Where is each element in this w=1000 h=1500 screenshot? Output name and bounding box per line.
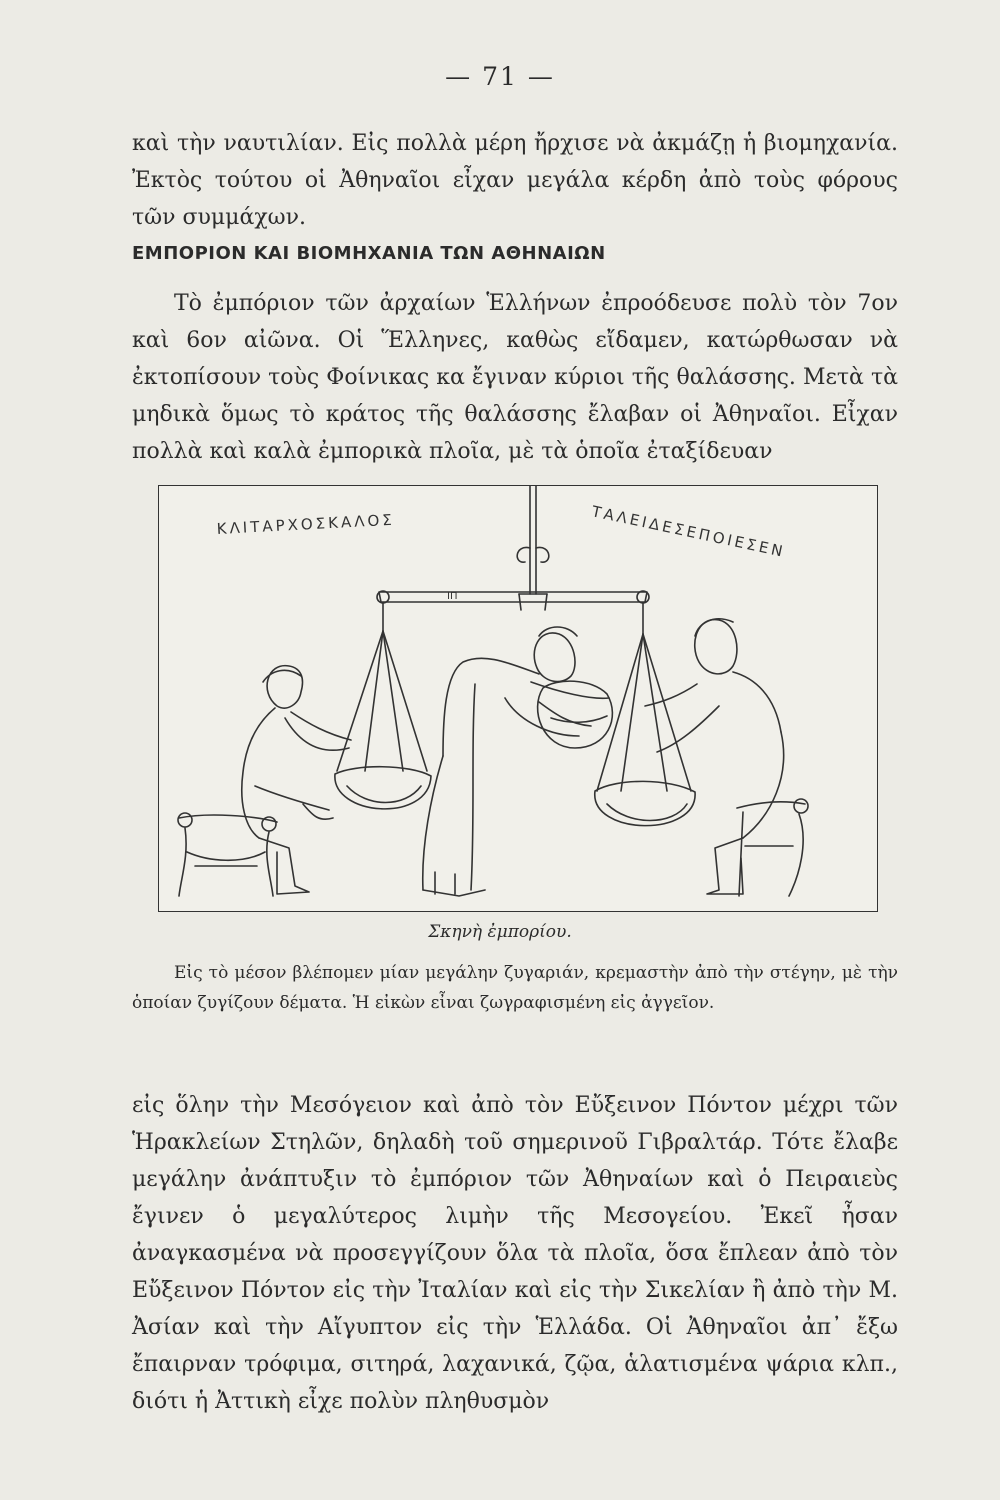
- weighing-scene-drawing: [159, 486, 877, 911]
- right-scale-pan: [595, 603, 695, 826]
- bundle-being-weighed: [538, 681, 613, 748]
- paragraph-1-text: Τὸ ἐμπόριον τῶν ἀρχαίων Ἑλλήνων ἐπροόδευσε πολὺ τὸν 7ον καὶ 6ον αἰῶνα. Οἱ Ἕλληνες, καθὼς εἴδαμεν, κατώρθωσαν νὰ ἐκτοπίσουν τοὺς Φοίνικας κα ἔγιναν κύριοι τῆς θαλάσσης. Μετὰ τὰ μηδικὰ ὅμως τὸ κράτος τῆς θαλάσσης ἔλαβαν οἱ Ἀθηναῖοι. Εἶχαν πολλὰ καὶ καλὰ ἐμπορικὰ πλοῖα, μὲ τὰ ὁποῖα ἐταξίδευαν: [132, 291, 898, 464]
- inscription-left: ΚΛΙΤΑΡΧΟΣΚΑΛΟΣ: [216, 510, 396, 538]
- figure-caption-text: [132, 958, 898, 1018]
- inscription-right: ΤΑΛΕΙΔΕΣΕΠΟΙΕΣΕΝ: [590, 502, 788, 561]
- vase-illustration: [158, 485, 878, 912]
- section-heading: ΕΜΠΟΡΙΟΝ ΚΑΙ ΒΙΟΜΗΧΑΝΙΑ ΤΩΝ ΑΘΗΝΑΙΩΝ: [132, 243, 606, 264]
- stool-left: [178, 813, 277, 896]
- standing-woman-center: [423, 627, 609, 896]
- intro-text: καὶ τὴν ναυτιλίαν. Εἰς πολλὰ μέρη ἤρχισε νὰ ἀκμάζῃ ἡ βιομηχανία. Ἐκτὸς τούτου οἱ Ἀθηναῖοι εἶχαν μεγάλα κέρδη ἀπὸ τοὺς φόρους τῶν συμμάχων.: [132, 131, 898, 230]
- paragraph-2: [132, 1087, 898, 1420]
- left-scale-pan: [335, 603, 431, 809]
- paragraph-2-text: εἰς ὅλην τὴν Μεσόγειον καὶ ἀπὸ τὸν Εὔξεινον Πόντον μέχρι τῶν Ἡρακλείων Στηλῶν, δηλαδὴ τοῦ σημερινοῦ Γιβραλτάρ. Τότε ἔλαβε μεγάλην ἀνάπτυξιν τὸ ἐμπόριον τῶν Ἀθηναίων καὶ ὁ Πειραιεὺς ἔγινεν ὁ μεγαλύτερος λιμὴν τῆς Μεσογείου. Ἐκεῖ ἦσαν ἀναγκασμένα νὰ προσεγγίζουν ὅλα τὰ πλοῖα, ὅσα ἔπλεαν ἀπὸ τὸν Εὔξεινον Πόντον εἰς τὴν Ἰταλίαν καὶ εἰς τὴν Σικελίαν ἢ ἀπὸ τὴν Μ. Ἀσίαν καὶ τὴν Αἴγυπτον εἰς τὴν Ἑλλάδα. Οἱ Ἀθηναῖοι ἀπ᾿ ἔξω ἔπαιρναν τρόφιμα, σιτηρά, λαχανικά, ζῷα, ἁλατισμένα ψάρια κλπ., διότι ἡ Ἀττικὴ εἶχε πολὺν πληθυσμὸν: [132, 1093, 898, 1414]
- balance-beam: [377, 591, 649, 603]
- beam-mark: ΙΠ: [447, 591, 458, 602]
- figure-caption-title: Σκηνὴ ἐμπορίου.: [428, 922, 572, 942]
- page-number: — 71 —: [445, 62, 555, 91]
- stool-right: [737, 799, 808, 896]
- seated-man-right: [645, 619, 784, 894]
- figure-caption-body: Εἰς τὸ μέσον βλέπομεν μίαν μεγάλην ζυγαριάν, κρεμαστὴν ἀπὸ τὴν στέγην, μὲ τὴν ὁποίαν ζυγίζουν δέματα. Ἡ εἰκὼν εἶναι ζωγραφισμένη εἰς ἀγγεῖον.: [132, 963, 898, 1013]
- intro-paragraph: [132, 125, 898, 236]
- paragraph-1: [132, 285, 898, 470]
